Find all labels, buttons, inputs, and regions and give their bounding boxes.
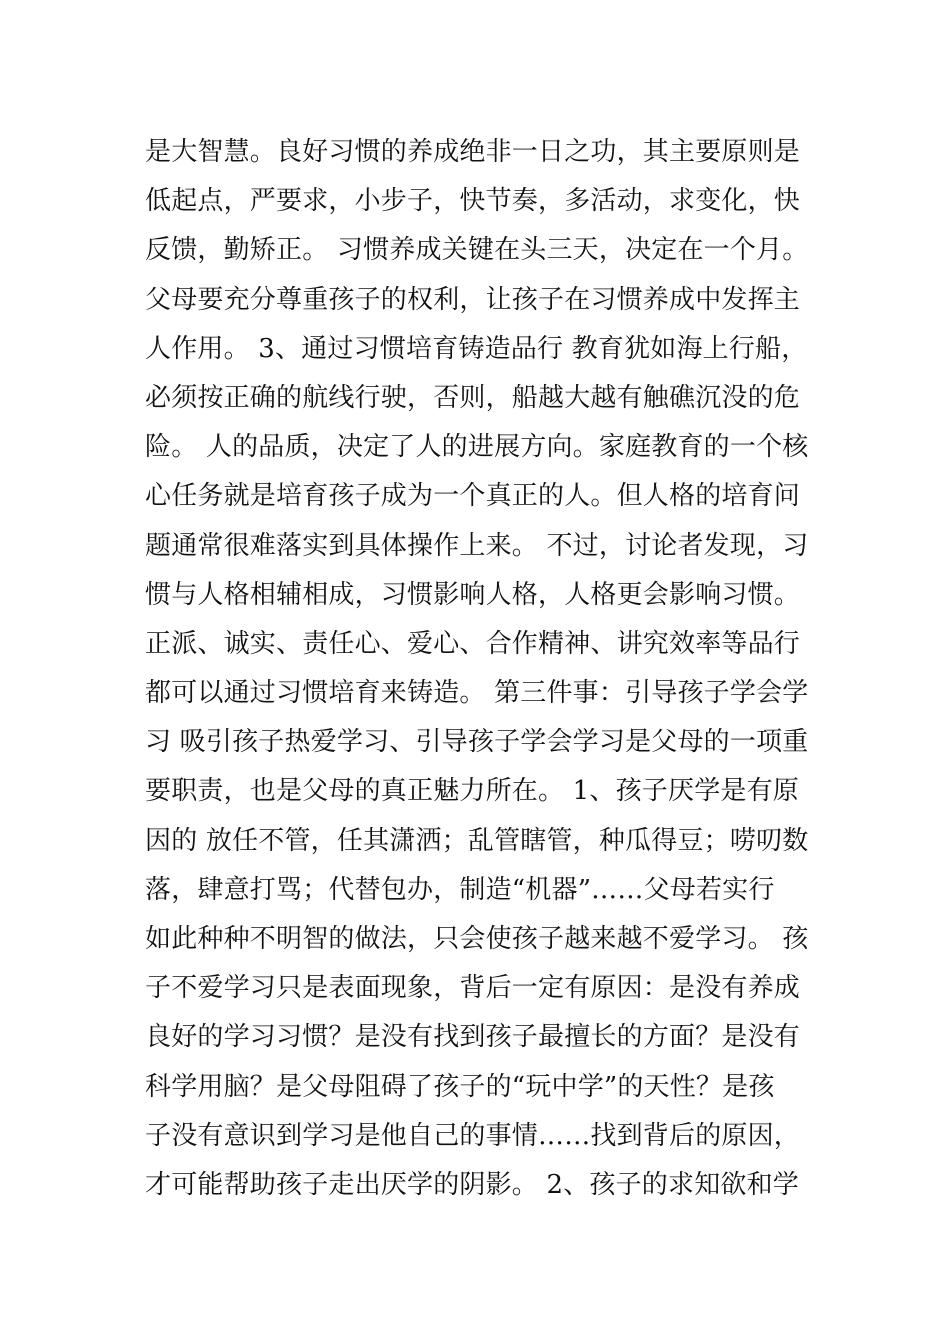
text-line-11: 正派、诚实、责任心、爱心、合作精神、讲究效率等品行 bbox=[145, 628, 801, 659]
text-line-20: 科学用脑？是父母阻碍了孩子的“玩中学”的天性？是孩 bbox=[145, 1071, 775, 1102]
text-line-8: 心任务就是培育孩子成为一个真正的人。但人格的培育问 bbox=[145, 481, 801, 512]
text-line-13: 习 吸引孩子热爱学习、引导孩子学会学习是父母的一项重 bbox=[145, 727, 809, 758]
text-line-18: 子不爱学习只是表面现象，背后一定有原因：是没有养成 bbox=[145, 973, 801, 1004]
text-line-12: 都可以通过习惯培育来铸造。 第三件事：引导孩子学会学 bbox=[145, 678, 809, 709]
text-line-16: 落，肆意打骂；代替包办，制造“机器”……父母若实行 bbox=[145, 874, 775, 905]
text-line-19: 良好的学习习惯？是没有找到孩子最擅长的方面？是没有 bbox=[145, 1022, 801, 1053]
text-line-5: 人作用。 3、通过习惯培育铸造品行 教育犹如海上行船， bbox=[145, 333, 808, 364]
text-line-4: 父母要充分尊重孩子的权利，让孩子在习惯养成中发挥主 bbox=[145, 284, 801, 315]
text-line-2: 低起点，严要求，小步子，快节奏，多活动，求变化，快 bbox=[145, 186, 801, 217]
text-line-1: 是大智慧。良好习惯的养成绝非一日之功，其主要原则是 bbox=[145, 137, 801, 167]
text-line-22: 才可能帮助孩子走出厌学的阴影。 2、孩子的求知欲和学 bbox=[145, 1169, 800, 1200]
text-line-15: 因的 放任不管，任其潇洒；乱管瞎管，种瓜得豆；唠叨数 bbox=[145, 825, 809, 856]
text-line-6: 必须按正确的航线行驶，否则，船越大越有触礁沉没的危 bbox=[145, 382, 801, 413]
text-line-9: 题通常很难落实到具体操作上来。 不过，讨论者发现，习 bbox=[145, 530, 809, 561]
body-text bbox=[145, 128, 825, 1210]
text-line-10: 惯与人格相辅相成，习惯影响人格，人格更会影响习惯。 bbox=[145, 579, 801, 610]
text-line-21: 子没有意识到学习是他自己的事情……找到背后的原因， bbox=[145, 1120, 801, 1151]
text-line-3: 反馈，勤矫正。 习惯养成关键在头三天，决定在一个月。 bbox=[145, 235, 809, 266]
text-line-17: 如此种种不明智的做法，只会使孩子越来越不爱学习。 孩 bbox=[145, 924, 809, 954]
text-line-14: 要职责，也是父母的真正魅力所在。 1、孩子厌学是有原 bbox=[145, 776, 800, 807]
text-line-7: 险。 人的品质，决定了人的进展方向。家庭教育的一个核 bbox=[145, 432, 809, 463]
